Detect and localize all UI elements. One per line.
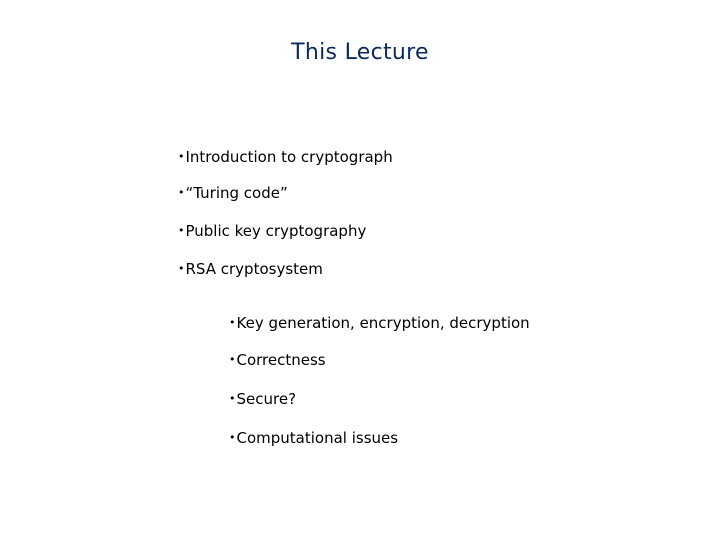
sub-bullet-text: Key generation, encryption, decryption [236,314,530,332]
sub-bullet-item [229,428,398,448]
bullet-marker: • [229,316,236,329]
bullet-text: Introduction to cryptograph [185,148,393,166]
bullet-marker: • [178,262,185,275]
sub-bullet-text: Correctness [236,351,326,369]
bullet-text: Public key cryptography [185,222,367,240]
bullet-text: RSA cryptosystem [185,260,323,278]
bullet-item [178,221,366,241]
bullet-item [178,259,323,279]
sub-bullet-text: Computational issues [236,429,399,447]
bullet-marker: • [178,150,185,163]
bullet-item [178,183,288,203]
bullet-marker: • [229,431,236,444]
bullet-marker: • [178,186,185,199]
sub-bullet-item [229,313,530,333]
sub-bullet-item [229,389,296,409]
bullet-item [178,147,393,167]
bullet-marker: • [178,224,185,237]
bullet-marker: • [229,353,236,366]
slide-title: This Lecture [291,40,429,65]
bullet-text: “Turing code” [185,184,288,202]
bullet-marker: • [229,392,236,405]
sub-bullet-text: Secure? [236,390,297,408]
sub-bullet-item [229,350,326,370]
